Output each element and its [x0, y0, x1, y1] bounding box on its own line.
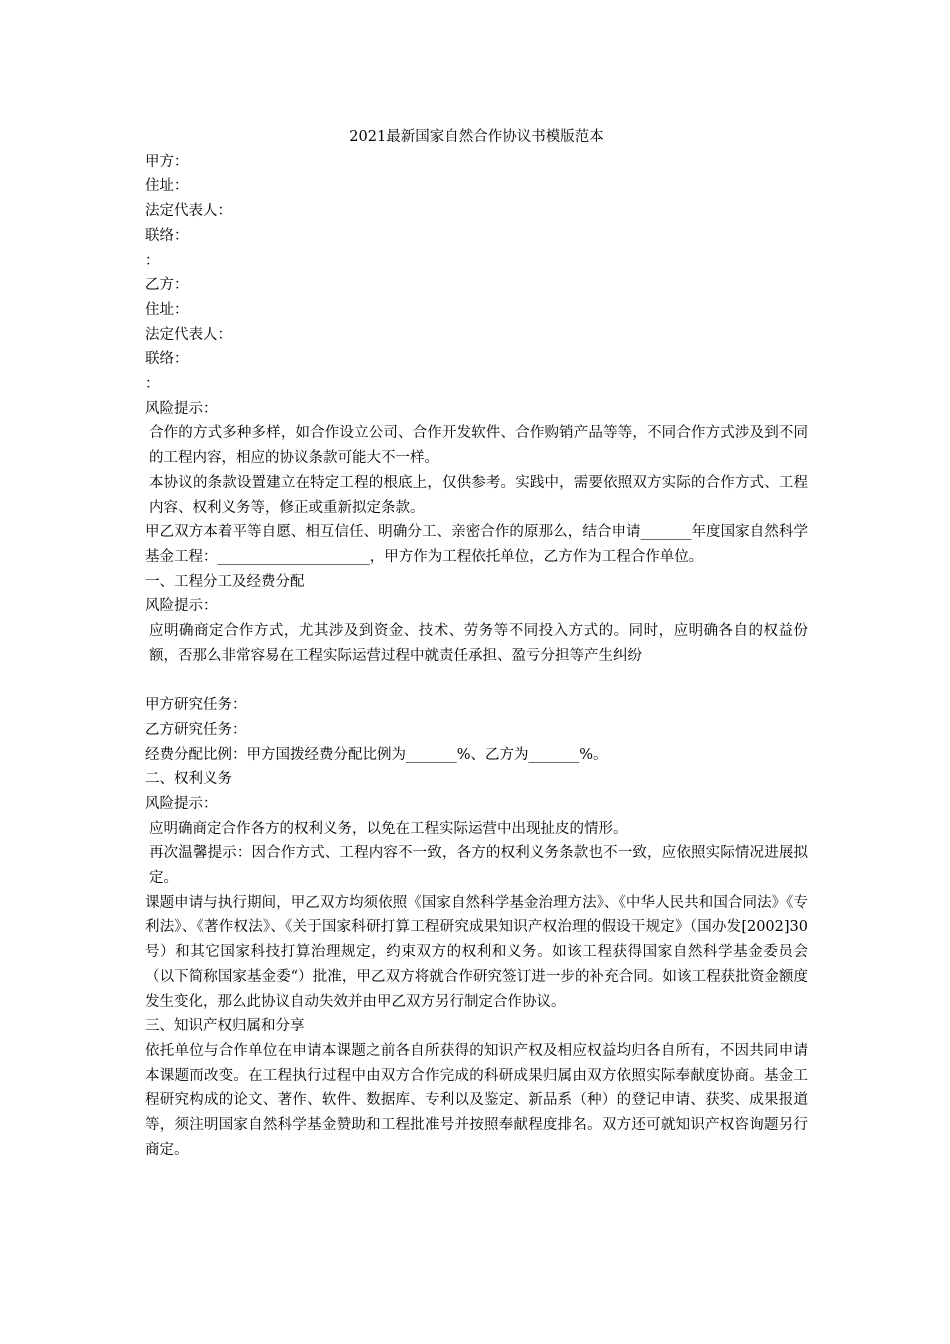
party-b-task: 乙方研究任务：: [145, 721, 247, 738]
funding-ratio: 经费分配比例：甲方国拨经费分配比例为_______%、乙方为_______%。: [145, 746, 608, 763]
document-body: [145, 125, 808, 1163]
body-paragraph: 课题申请与执行期间，甲乙双方均须依照《国家自然科学基金治理方法》、《中华人民共和国合同法》《专利法》、《著作权法》、《关于国家科研打算工程研究成果知识产权治理的假设干规定》（国办发[2002]30号）和其它国家科技打算治理规定，约束双方的权利和义务。如该工程获得国家自然科学基金委员会（以下简称国家基金委“）批准，甲乙双方将就合作研究签订进一步的补充合同。如该工程获批资金额度发生变化，那么此协议自动失效并由甲乙双方另行制定合作协议。: [145, 894, 808, 1010]
party-a-label: 甲方：: [145, 153, 189, 170]
section-heading: 一、工程分工及经费分配: [145, 573, 305, 590]
risk-paragraph: 合作的方式多种多样，如合作设立公司、合作开发软件、合作购销产品等等，不同合作方式涉及到不同的工程内容，相应的协议条款可能大不一样。: [149, 425, 808, 467]
section-heading: 三、知识产权归属和分享: [145, 1018, 305, 1035]
party-a-contact-cont: ：: [145, 252, 160, 269]
party-b-legal-rep: 法定代表人：: [145, 326, 232, 343]
party-b-contact-cont: ：: [145, 376, 160, 393]
party-b-address: 住址：: [145, 301, 189, 318]
blank-line: [145, 668, 808, 693]
party-b-contact: 联络：: [145, 351, 189, 368]
party-a-address: 住址：: [145, 178, 189, 195]
party-a-legal-rep: 法定代表人：: [145, 203, 232, 220]
intro-paragraph: 甲乙双方本着平等自愿、相互信任、明确分工、亲密合作的原那么，结合申请_______年度国家自然科学基金工程：_____________________，甲方作为工程依托单位，乙方作为工程合作单位。: [145, 524, 808, 565]
document-title: 2021最新国家自然合作协议书模版范本: [349, 129, 604, 145]
risk-heading: 风险提示：: [145, 400, 218, 417]
party-a-task: 甲方研究任务：: [145, 697, 247, 714]
risk-heading: 风险提示：: [145, 598, 218, 615]
risk-paragraph: 应明确商定合作方式，尤其涉及到资金、技术、劳务等不同投入方式的。同时，应明确各自的权益份额，否那么非常容易在工程实际运营过程中就责任承担、盈亏分担等产生纠纷: [149, 623, 808, 664]
risk-paragraph: 应明确商定合作各方的权利义务，以免在工程实际运营中出现扯皮的情形。: [149, 820, 628, 837]
party-b-label: 乙方：: [145, 277, 189, 294]
risk-paragraph: 本协议的条款设置建立在特定工程的根底上，仅供参考。实践中，需要依照双方实际的合作方式、工程内容、权利义务等，修正或重新拟定条款。: [149, 474, 808, 516]
risk-heading: 风险提示：: [145, 795, 218, 812]
party-a-contact: 联络：: [145, 227, 189, 244]
section-heading: 二、权利义务: [145, 771, 232, 788]
body-paragraph: 依托单位与合作单位在申请本课题之前各自所获得的知识产权及相应权益均归各自所有，不因共同申请本课题而改变。在工程执行过程中由双方合作完成的科研成果归属由双方依照实际奉献度协商。基金工程研究构成的论文、著作、软件、数据库、专利以及鉴定、新品系（种）的登记申请、获奖、成果报道等，须注明国家自然科学基金赞助和工程批准号并按照奉献程度排名。双方还可就知识产权咨询题另行商定。: [145, 1043, 808, 1158]
risk-paragraph: 再次温馨提示：因合作方式、工程内容不一致，各方的权利义务条款也不一致，应依照实际情况进展拟定。: [149, 845, 808, 887]
